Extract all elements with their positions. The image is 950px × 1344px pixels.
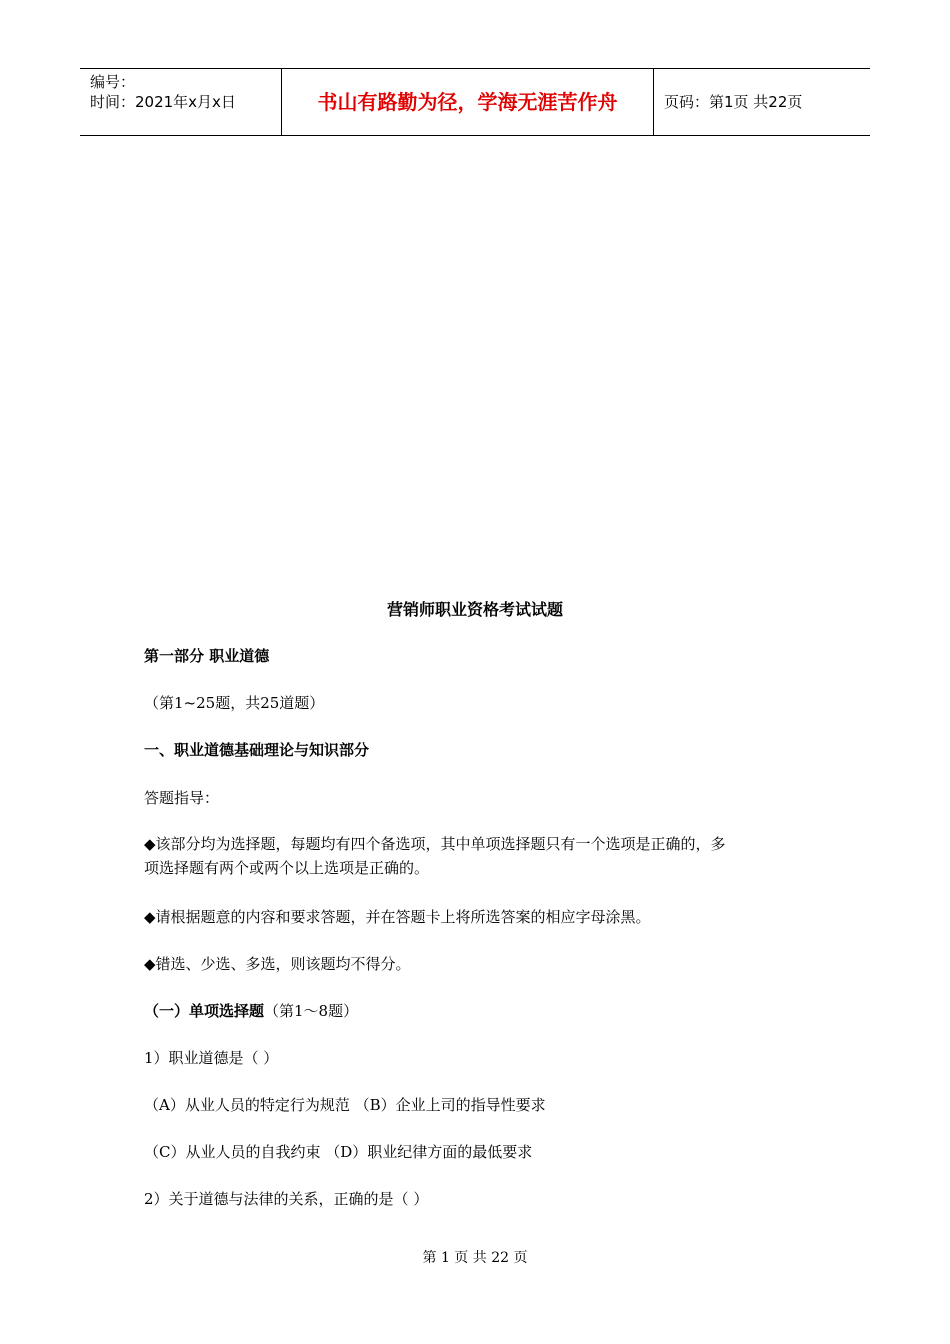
document-header [80,68,870,136]
section-heading: 一、职业道德基础理论与知识部分 [144,741,370,759]
serial-number-label: 编号： [90,73,136,91]
header-motto: 书山有路勤为径，学海无涯苦作舟 [281,69,654,135]
question-1-options-ab: （A）从业人员的特定行为规范 （B）企业上司的指导性要求 [144,1096,546,1114]
part-heading: 第一部分 职业道德 [144,647,270,665]
question-2: 2）关于道德与法律的关系，正确的是（ ） [144,1190,429,1208]
part-range: （第1~25题，共25道题） [144,694,325,712]
date-label: 时间：2021年x月x日 [90,93,236,111]
guide-item-2: ◆请根据题意的内容和要求答题，并在答题卡上将所选答案的相应字母涂黑。 [144,908,651,926]
header-page-info: 页码：第1页 共22页 [664,93,803,111]
subsection-heading [144,1000,358,1021]
header-meta [80,69,281,135]
question-1-options-cd: （C）从业人员的自我约束 （D）职业纪律方面的最低要求 [144,1143,533,1161]
guide-item-1-line-2: 项选择题有两个或两个以上选项是正确的。 [144,859,430,877]
subsection-title: （一）单项选择题 [144,1002,265,1020]
page-footer: 第 1 页 共 22 页 [422,1250,528,1266]
document-title: 营销师职业资格考试试题 [386,600,563,619]
guide-item-1-line-1: ◆该部分均为选择题，每题均有四个备选项，其中单项选择题只有一个选项是正确的，多 [144,835,726,853]
guide-label: 答题指导： [144,789,220,807]
guide-item-3: ◆错选、少选、多选，则该题均不得分。 [144,955,411,973]
question-1: 1）职业道德是（ ） [144,1049,279,1067]
subsection-range: （第1～8题） [264,1002,359,1020]
